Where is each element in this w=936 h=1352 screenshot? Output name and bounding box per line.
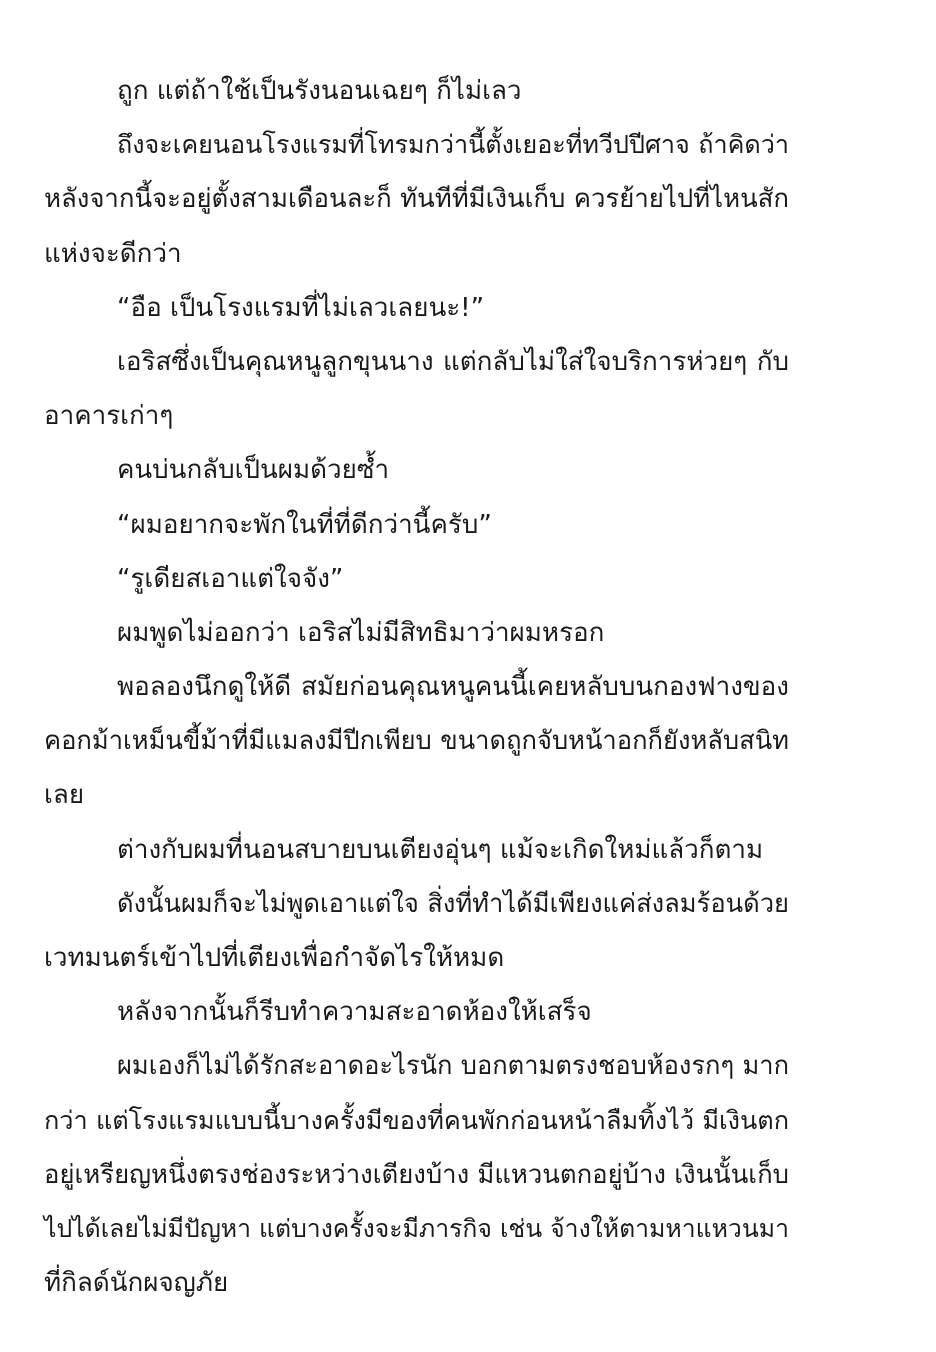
text-line: เวทมนตร์เข้าไปที่เตียงเพื่อกำจัดไรให้หมด [44, 943, 505, 973]
text-line: เลย [44, 780, 85, 811]
text-line: เอริสซึ่งเป็นคุณหนูลูกขุนนาง แต่กลับไม่ใส่ใจบริการห่วยๆ กับ [117, 346, 789, 377]
text-line: หลังจากนี้จะอยู่ตั้งสามเดือนละก็ ทันทีที่มีเงินเก็บ ควรย้ายไปที่ไหนสัก [44, 184, 789, 215]
text-line: “รูเดียสเอาแต่ใจจัง” [117, 563, 344, 594]
text-line: คอกม้าเหม็นขี้ม้าที่มีแมลงมีปีกเพียบ ขนาดถูกจับหน้าอกก็ยังหลับสนิท [44, 726, 789, 757]
text-line: ดังนั้นผมก็จะไม่พูดเอาแต่ใจ สิ่งที่ทำได้มีเพียงแค่ส่งลมร้อนด้วย [117, 888, 789, 919]
text-line: “อือ เป็นโรงแรมที่ไม่เลวเลยนะ!” [117, 292, 485, 323]
text-line: อยู่เหรียญหนึ่งตรงช่องระหว่างเตียงบ้าง มีแหวนตกอยู่บ้าง เงินนั้นเก็บ [44, 1159, 789, 1190]
text-line: คนบ่นกลับเป็นผมด้วยซ้ำ [117, 455, 390, 486]
text-line: ที่กิลด์นักผจญภัย [44, 1268, 229, 1299]
text-line: หลังจากนั้นก็รีบทำความสะอาดห้องให้เสร็จ [117, 997, 592, 1028]
text-line: ถึงจะเคยนอนโรงแรมที่โทรมกว่านี้ตั้งเยอะที่ทวีปปีศาจ ถ้าคิดว่า [117, 130, 789, 160]
text-line: ผมเองก็ไม่ได้รักสะอาดอะไรนัก บอกตามตรงชอบห้องรกๆ มาก [117, 1051, 789, 1082]
text-line: “ผมอยากจะพักในที่ที่ดีกว่านี้ครับ” [117, 509, 492, 540]
text-line: พอลองนึกดูให้ดี สมัยก่อนคุณหนูคนนี้เคยหลับบนกองฟางของ [117, 672, 789, 703]
text-line: แห่งจะดีกว่า [44, 238, 182, 269]
text-line: อาคารเก่าๆ [44, 401, 174, 432]
text-line: ต่างกับผมที่นอนสบายบนเตียงอุ่นๆ แม้จะเกิดใหม่แล้วก็ตาม [117, 834, 764, 865]
text-line: ถูก แต่ถ้าใช้เป็นรังนอนเฉยๆ ก็ไม่เลว [117, 76, 522, 106]
text-line: ไปได้เลยไม่มีปัญหา แต่บางครั้งจะมีภารกิจ เช่น จ้างให้ตามหาแหวนมา [44, 1213, 789, 1243]
document-body [44, 64, 789, 1310]
text-line: กว่า แต่โรงแรมแบบนี้บางครั้งมีของที่คนพักก่อนหน้าลืมทิ้งไว้ มีเงินตก [44, 1105, 789, 1135]
text-line: ผมพูดไม่ออกว่า เอริสไม่มีสิทธิมาว่าผมหรอก [117, 617, 605, 648]
